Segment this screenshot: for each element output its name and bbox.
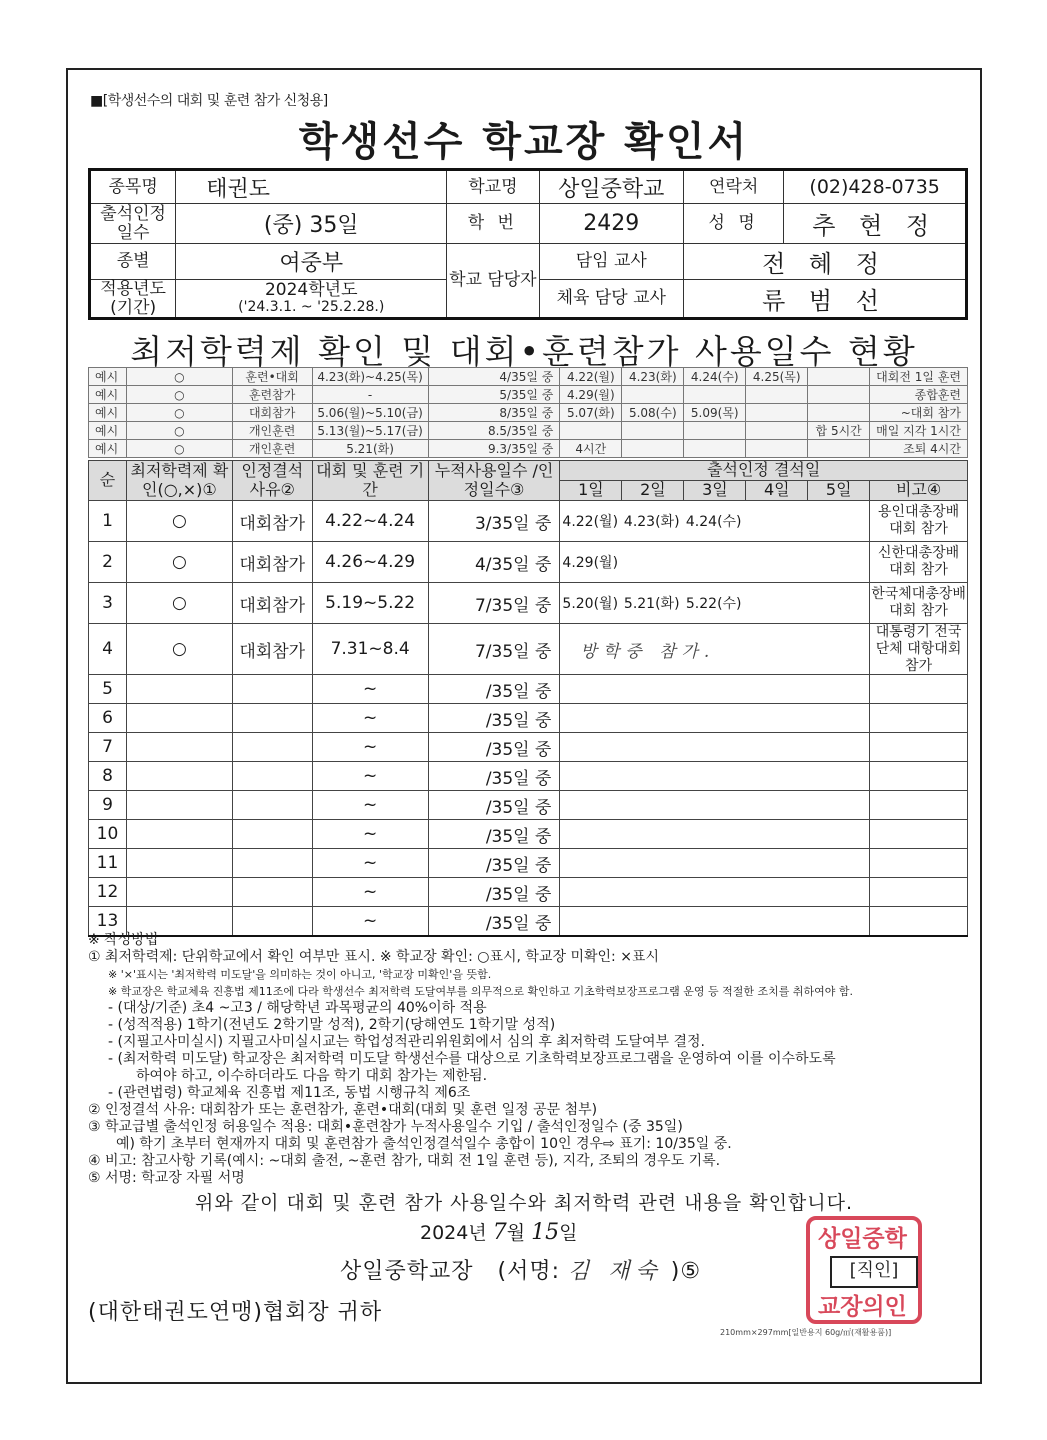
record-d4 xyxy=(746,704,808,733)
record-d5 xyxy=(808,675,870,704)
example-reason: 개인훈련 xyxy=(232,422,312,440)
record-d5 xyxy=(808,704,870,733)
record-no: 7 xyxy=(89,733,127,762)
example-day-1 xyxy=(560,422,622,440)
record-cum: /35일 중 xyxy=(428,907,560,937)
year-label: 적용년도 (기간) xyxy=(90,280,176,319)
example-reason: 훈련참가 xyxy=(232,386,312,404)
record-d4 xyxy=(746,820,808,849)
sport-label: 종목명 xyxy=(90,170,176,204)
record-d5 xyxy=(808,583,870,624)
record-no: 11 xyxy=(89,849,127,878)
guide-item-3: ③ 학교급별 출석인정 허용일수 적용: 대회•훈련참가 누적사용일수 기입 / 출석인정일수 (중 35일) xyxy=(88,1119,683,1135)
record-cum: /35일 중 xyxy=(428,820,560,849)
record-check xyxy=(126,762,232,791)
attend-days-value: (중) 35일 xyxy=(176,204,447,244)
sport-value: 태권도 xyxy=(176,170,447,204)
record-reason xyxy=(232,849,312,878)
example-check: ○ xyxy=(126,440,232,458)
record-note: 대통령기 전국단체 대항대회 참가 xyxy=(870,624,968,675)
principal-signature-line xyxy=(340,1254,701,1285)
date-month: 7 xyxy=(492,1220,507,1245)
record-period: ~ xyxy=(312,791,428,820)
contact-label: 연락처 xyxy=(684,170,784,204)
table-row xyxy=(89,542,968,583)
record-check xyxy=(126,849,232,878)
name-value: 추 현 정 xyxy=(784,204,967,244)
record-period: ~ xyxy=(312,733,428,762)
record-d5 xyxy=(808,501,870,542)
table-row xyxy=(89,501,968,542)
guide-note-1d: - (성적적용) 1학기(전년도 2학기말 성적), 2학기(당해연도 1학기말 성적) xyxy=(108,1017,556,1033)
example-day-2: 5.08(수) xyxy=(622,404,684,422)
example-row xyxy=(89,422,968,440)
guide-heading: ※ 작성방법 xyxy=(88,932,159,948)
example-day-4 xyxy=(746,440,808,458)
seal-line-1: 상일중학 xyxy=(818,1225,907,1252)
record-cum: 7/35일 중 xyxy=(428,624,560,675)
record-reason xyxy=(232,762,312,791)
table-row xyxy=(89,704,968,733)
record-cum: /35일 중 xyxy=(428,791,560,820)
signing-date xyxy=(420,1218,578,1245)
record-d2 xyxy=(622,849,684,878)
example-day-5 xyxy=(808,440,870,458)
example-row xyxy=(89,386,968,404)
record-cum: /35일 중 xyxy=(428,704,560,733)
record-no: 9 xyxy=(89,791,127,820)
guide-note-1c: - (대상/기준) 초4 ~고3 / 해당학년 과목평균의 40%이하 적용 xyxy=(108,1000,487,1016)
record-d1 xyxy=(560,704,622,733)
example-check: ○ xyxy=(126,368,232,386)
example-reason: 대회참가 xyxy=(232,404,312,422)
record-d5 xyxy=(808,791,870,820)
record-d5 xyxy=(808,878,870,907)
record-d5 xyxy=(808,542,870,583)
example-label: 예시 xyxy=(89,404,127,422)
record-note xyxy=(870,762,968,791)
record-check xyxy=(126,733,232,762)
record-note xyxy=(870,878,968,907)
record-d4 xyxy=(746,542,808,583)
record-check xyxy=(126,791,232,820)
handwritten-signature: 김 재숙 xyxy=(568,1259,663,1284)
record-reason: 대회참가 xyxy=(232,501,312,542)
signature-label: (서명: xyxy=(497,1259,560,1284)
example-note: 종합훈련 xyxy=(870,386,968,404)
section-title: 최저학력제 확인 및 대회•훈련참가 사용일수 현황 xyxy=(130,332,918,371)
seal-placeholder-box: [직인] xyxy=(830,1256,918,1288)
record-check xyxy=(126,878,232,907)
example-label: 예시 xyxy=(89,386,127,404)
record-d5 xyxy=(808,762,870,791)
example-row xyxy=(89,440,968,458)
record-cum: 3/35일 중 xyxy=(428,501,560,542)
record-d2 xyxy=(622,704,684,733)
example-day-5: 합 5시간 xyxy=(808,422,870,440)
period-value: ('24.3.1. ~ '25.2.28.) xyxy=(238,299,385,316)
example-cumulative: 5/35일 중 xyxy=(428,386,560,404)
record-d3: 4.24(수) xyxy=(684,501,746,542)
name-label: 성 명 xyxy=(684,204,784,244)
example-day-5 xyxy=(808,404,870,422)
example-period: 5.13(월)~5.17(금) xyxy=(312,422,428,440)
paper-spec: 210mm×297mm[일반용지 60g/㎡(재활용품)] xyxy=(720,1328,892,1337)
table-row xyxy=(89,849,968,878)
record-d2 xyxy=(622,820,684,849)
date-day: 15 xyxy=(531,1220,560,1245)
record-no: 8 xyxy=(89,762,127,791)
example-note: 조퇴 4시간 xyxy=(870,440,968,458)
table-row xyxy=(89,791,968,820)
record-d1: 4.29(월) xyxy=(560,542,622,583)
record-cum: /35일 중 xyxy=(428,762,560,791)
category-value: 여중부 xyxy=(176,244,447,280)
school-staff-label: 학교 담당자 xyxy=(447,244,539,319)
record-check: ○ xyxy=(126,583,232,624)
record-d1 xyxy=(560,791,622,820)
record-period: ~ xyxy=(312,820,428,849)
example-day-3 xyxy=(684,440,746,458)
record-no: 5 xyxy=(89,675,127,704)
example-day-5 xyxy=(808,386,870,404)
record-cum: /35일 중 xyxy=(428,849,560,878)
example-period: 5.21(화) xyxy=(312,440,428,458)
record-d4 xyxy=(746,733,808,762)
record-d2 xyxy=(622,733,684,762)
record-d2 xyxy=(622,675,684,704)
example-row xyxy=(89,404,968,422)
record-d3 xyxy=(684,762,746,791)
record-note xyxy=(870,791,968,820)
record-reason xyxy=(232,820,312,849)
record-cum: 7/35일 중 xyxy=(428,583,560,624)
record-d1 xyxy=(560,762,622,791)
example-day-4 xyxy=(746,404,808,422)
record-d3 xyxy=(684,675,746,704)
student-no-label: 학 번 xyxy=(447,204,539,244)
guide-note-1f: - (최저학력 미도달) 학교장은 최저학력 미도달 학생선수를 대상으로 기초학력보장프로그램을 운영하여 이를 이수하도록 xyxy=(108,1051,836,1067)
certificate-page xyxy=(66,68,982,1384)
example-row xyxy=(89,368,968,386)
example-reason: 훈련•대회 xyxy=(232,368,312,386)
example-day-1: 5.07(화) xyxy=(560,404,622,422)
example-period: 5.06(월)~5.10(금) xyxy=(312,404,428,422)
record-period: ~ xyxy=(312,675,428,704)
record-check: ○ xyxy=(126,624,232,675)
guide-item-5: ⑤ 서명: 학교장 자필 서명 xyxy=(88,1170,245,1186)
guide-note-3a: 예) 학기 초부터 현재까지 대회 및 훈련참가 출석인정결석일수 총합이 10인 경우⇨ 표기: 10/35일 중. xyxy=(116,1136,732,1152)
header-period: 대회 및 훈련 기간 xyxy=(312,461,428,501)
guide-item-1: ① 최저학력제: 단위학교에서 확인 여부만 표시. ※ 학교장 확인: ○표시, 학교장 미확인: ×표시 xyxy=(88,949,659,965)
pe-teacher-label: 체육 담당 교사 xyxy=(539,280,683,319)
example-day-1: 4.29(월) xyxy=(560,386,622,404)
record-no: 12 xyxy=(89,878,127,907)
example-check: ○ xyxy=(126,386,232,404)
record-d4 xyxy=(746,762,808,791)
example-day-4 xyxy=(746,422,808,440)
homeroom-value: 전 혜 정 xyxy=(684,244,967,280)
writing-guide xyxy=(88,932,968,1187)
example-day-3 xyxy=(684,386,746,404)
student-no-value: 2429 xyxy=(539,204,683,244)
confirmation-text: 위와 같이 대회 및 훈련 참가 사용일수와 최저학력 관련 내용을 확인합니다. xyxy=(194,1192,854,1214)
record-cum: /35일 중 xyxy=(428,675,560,704)
record-d5 xyxy=(808,733,870,762)
record-period: ~ xyxy=(312,907,428,937)
guide-note-1b: ※ 학교장은 학교체육 진흥법 제11조에 다라 학생선수 최저학력 도달여부를 의무적으로 확인하고 기초학력보장프로그램 운영 등 적절한 조치를 취하여야 함. xyxy=(108,985,853,998)
example-cumulative: 4/35일 중 xyxy=(428,368,560,386)
record-check: ○ xyxy=(126,501,232,542)
example-day-2: 4.23(화) xyxy=(622,368,684,386)
header-day-4: 4일 xyxy=(746,481,808,501)
table-row xyxy=(89,820,968,849)
school-label: 학교명 xyxy=(447,170,539,204)
homeroom-label: 담임 교사 xyxy=(539,244,683,280)
record-period: 4.22~4.24 xyxy=(312,501,428,542)
record-period: 7.31~8.4 xyxy=(312,624,428,675)
record-no: 6 xyxy=(89,704,127,733)
record-no: 13 xyxy=(89,907,127,937)
record-reason: 대회참가 xyxy=(232,542,312,583)
guide-item-4: ④ 비고: 참고사항 기록(예시: ~대회 출전, ~훈련 참가, 대회 전 1일 훈련 등), 지각, 조퇴의 경우도 기록. xyxy=(88,1153,721,1169)
record-check xyxy=(126,820,232,849)
example-cumulative: 9.3/35일 중 xyxy=(428,440,560,458)
example-cumulative: 8.5/35일 중 xyxy=(428,422,560,440)
record-note xyxy=(870,675,968,704)
table-row xyxy=(89,762,968,791)
record-d3 xyxy=(684,704,746,733)
example-label: 예시 xyxy=(89,422,127,440)
guide-note-1a: ※ '×'표시는 '최저학력 미도달'을 의미하는 것이 아니고, '학교장 미확인'을 뜻함. xyxy=(108,968,492,981)
student-info-table xyxy=(88,168,968,320)
record-note xyxy=(870,704,968,733)
record-note xyxy=(870,849,968,878)
header-day-2: 2일 xyxy=(622,481,684,501)
example-check: ○ xyxy=(126,404,232,422)
record-period: 4.26~4.29 xyxy=(312,542,428,583)
record-d5 xyxy=(808,820,870,849)
year-value: 2024학년도 xyxy=(264,280,358,301)
category-label: 종별 xyxy=(90,244,176,280)
date-year: 2024년 xyxy=(420,1222,487,1244)
record-d1 xyxy=(560,849,622,878)
record-d3 xyxy=(684,733,746,762)
record-reason: 대회참가 xyxy=(232,624,312,675)
record-d1: 5.20(월) xyxy=(560,583,622,624)
record-reason xyxy=(232,704,312,733)
record-handwritten-note: 방학중 참가. xyxy=(560,624,870,675)
attend-days-label: 출석인정 일수 xyxy=(90,204,176,244)
pe-teacher-value: 류 범 선 xyxy=(684,280,967,319)
example-day-4: 4.25(목) xyxy=(746,368,808,386)
record-d3 xyxy=(684,878,746,907)
example-note: 대회전 1일 훈련 xyxy=(870,368,968,386)
record-d4 xyxy=(746,501,808,542)
date-month-unit: 월 xyxy=(506,1222,526,1244)
record-d3 xyxy=(684,849,746,878)
record-period: ~ xyxy=(312,704,428,733)
record-d3 xyxy=(684,542,746,583)
record-d1 xyxy=(560,733,622,762)
record-check xyxy=(126,675,232,704)
example-label: 예시 xyxy=(89,368,127,386)
record-d1 xyxy=(560,820,622,849)
record-d3 xyxy=(684,791,746,820)
record-d3 xyxy=(684,820,746,849)
example-label: 예시 xyxy=(89,440,127,458)
example-day-3: 5.09(목) xyxy=(684,404,746,422)
record-d4 xyxy=(746,849,808,878)
example-period: - xyxy=(312,386,428,404)
record-d4 xyxy=(746,675,808,704)
guide-note-1g: 하여야 하고, 이수하더라도 다음 학기 대회 참가는 제한됨. xyxy=(136,1068,488,1084)
document-title: 학생선수 학교장 확인서 xyxy=(298,119,750,165)
example-day-3 xyxy=(684,422,746,440)
header-check: 최저학력제 확인(○,×)① xyxy=(126,461,232,501)
record-d2 xyxy=(622,791,684,820)
guide-note-1e: - (지필고사미실시) 지필고사미실시교는 학업성적관리위원회에서 심의 후 최저학력 도달여부 결정. xyxy=(108,1034,705,1050)
date-day-unit: 일 xyxy=(559,1222,578,1244)
header-no: 순 xyxy=(89,461,127,501)
record-no: 4 xyxy=(89,624,127,675)
record-no: 3 xyxy=(89,583,127,624)
table-row xyxy=(89,733,968,762)
table-row xyxy=(89,624,968,675)
example-day-2 xyxy=(622,440,684,458)
table-row xyxy=(89,878,968,907)
header-day-5: 5일 xyxy=(808,481,870,501)
record-d5 xyxy=(808,849,870,878)
example-reason: 개인훈련 xyxy=(232,440,312,458)
record-period: ~ xyxy=(312,849,428,878)
header-attendance: 출석인정 결석일 xyxy=(560,461,968,481)
record-d4 xyxy=(746,791,808,820)
table-row xyxy=(89,583,968,624)
record-period: ~ xyxy=(312,762,428,791)
signature-close: )⑤ xyxy=(670,1259,702,1284)
record-check xyxy=(126,704,232,733)
record-note xyxy=(870,733,968,762)
record-reason xyxy=(232,878,312,907)
record-d2 xyxy=(622,542,684,583)
record-reason xyxy=(232,733,312,762)
principal-title: 상일중학교장 xyxy=(340,1259,474,1284)
example-period: 4.23(화)~4.25(목) xyxy=(312,368,428,386)
record-period: ~ xyxy=(312,878,428,907)
form-label: ■[학생선수의 대회 및 훈련 참가 신청용] xyxy=(90,93,328,109)
addressee: (대한태권도연맹)협회장 귀하 xyxy=(88,1300,383,1325)
example-table xyxy=(88,367,968,458)
record-note: 용인대총장배 대회 참가 xyxy=(870,501,968,542)
record-cum: /35일 중 xyxy=(428,733,560,762)
record-note: 신한대총장배 대회 참가 xyxy=(870,542,968,583)
header-cumulative: 누적사용일수 /인정일수③ xyxy=(428,461,560,501)
record-no: 10 xyxy=(89,820,127,849)
header-day-1: 1일 xyxy=(560,481,622,501)
header-reason: 인정결석 사유② xyxy=(232,461,312,501)
record-cum: 4/35일 중 xyxy=(428,542,560,583)
record-period: 5.19~5.22 xyxy=(312,583,428,624)
record-d1 xyxy=(560,878,622,907)
record-no: 2 xyxy=(89,542,127,583)
example-day-2 xyxy=(622,422,684,440)
example-day-3: 4.24(수) xyxy=(684,368,746,386)
example-note: ~대회 참가 xyxy=(870,404,968,422)
table-row xyxy=(89,675,968,704)
example-day-5 xyxy=(808,368,870,386)
example-note: 매일 지각 1시간 xyxy=(870,422,968,440)
record-table xyxy=(88,460,968,937)
record-note: 한국체대총장배 대회 참가 xyxy=(870,583,968,624)
record-reason xyxy=(232,791,312,820)
record-note xyxy=(870,820,968,849)
example-day-1: 4시간 xyxy=(560,440,622,458)
example-day-4 xyxy=(746,386,808,404)
record-d4 xyxy=(746,878,808,907)
record-d1 xyxy=(560,675,622,704)
header-day-3: 3일 xyxy=(684,481,746,501)
contact-value: (02)428-0735 xyxy=(784,170,967,204)
record-d2 xyxy=(622,762,684,791)
record-d2: 4.23(화) xyxy=(622,501,684,542)
record-d3: 5.22(수) xyxy=(684,583,746,624)
record-d1: 4.22(월) xyxy=(560,501,622,542)
example-check: ○ xyxy=(126,422,232,440)
record-d2 xyxy=(622,878,684,907)
example-day-2 xyxy=(622,386,684,404)
header-note: 비고④ xyxy=(870,481,968,501)
example-day-1: 4.22(월) xyxy=(560,368,622,386)
record-no: 1 xyxy=(89,501,127,542)
guide-note-1h: - (관련법령) 학교체육 진흥법 제11조, 동법 시행규칙 제6조 xyxy=(108,1085,471,1101)
record-reason: 대회참가 xyxy=(232,583,312,624)
record-reason xyxy=(232,675,312,704)
record-cum: /35일 중 xyxy=(428,878,560,907)
guide-item-2: ② 인정결석 사유: 대회참가 또는 훈련참가, 훈련•대회(대회 및 훈련 일정 공문 첨부) xyxy=(88,1102,598,1118)
record-d4 xyxy=(746,583,808,624)
record-check: ○ xyxy=(126,542,232,583)
school-value: 상일중학교 xyxy=(539,170,683,204)
seal-line-2: 교장의인 xyxy=(818,1293,907,1320)
record-d2: 5.21(화) xyxy=(622,583,684,624)
example-cumulative: 8/35일 중 xyxy=(428,404,560,422)
